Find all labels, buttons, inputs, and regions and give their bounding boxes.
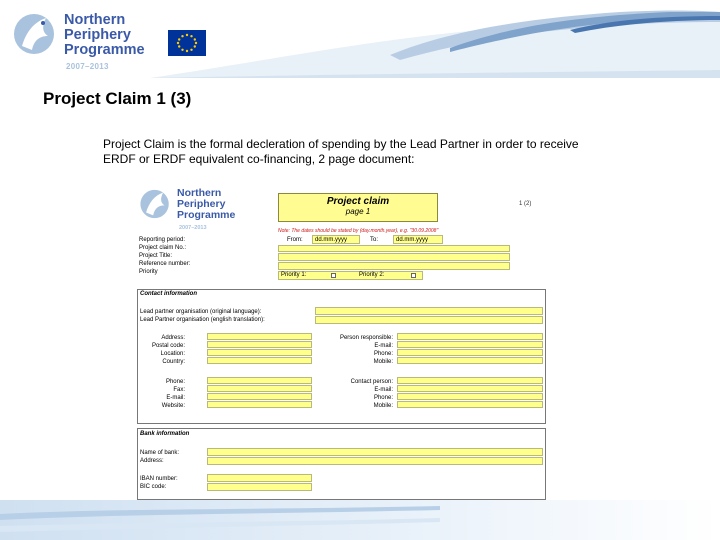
project-claim-no-field[interactable] xyxy=(278,245,510,252)
reference-number-label: Reference number: xyxy=(139,261,191,267)
programme-logo xyxy=(12,10,147,74)
intro-text: Project Claim is the formal decleration of spending by the Lead Partner in order to receive ERDF or ERDF equivalent co-financing, 2 page document: xyxy=(103,137,579,166)
person-responsible-field[interactable] xyxy=(397,333,543,340)
date-note: Note: The dates should be stated by (day.month.year), e.g. "30.09.2008" xyxy=(278,228,439,234)
priority-label: Priority xyxy=(139,269,158,275)
contact-mobile-label: Mobile: xyxy=(373,403,393,409)
from-date-field[interactable] xyxy=(312,235,360,244)
bank-info-title: Bank information xyxy=(140,431,190,437)
contact-person-field[interactable] xyxy=(397,377,543,384)
person-email-field[interactable] xyxy=(397,341,543,348)
from-date-value: dd.mm.yyyy xyxy=(315,237,348,243)
person-mobile-label: Mobile: xyxy=(373,359,393,365)
form-logo-line3: Programme xyxy=(177,209,236,221)
contact-info-title: Contact information xyxy=(140,291,197,297)
to-label: To: xyxy=(370,237,379,243)
location-label: Location: xyxy=(160,351,185,357)
person-responsible-label: Person responsible: xyxy=(339,335,393,341)
lp-org-original-label: Lead partner organisation (original language): xyxy=(140,309,262,315)
bic-label: BIC code: xyxy=(140,484,167,490)
logo-line1: Northern xyxy=(64,12,126,28)
bird-logo-icon xyxy=(12,10,60,58)
website-label: Website: xyxy=(161,403,185,409)
project-title-label: Project Title: xyxy=(139,253,173,259)
bottom-decorative-strip xyxy=(0,500,720,540)
bank-address-label: Address: xyxy=(140,458,164,464)
priority1-label: Priority 1: xyxy=(281,272,307,278)
bank-name-label: Name of bank: xyxy=(140,450,180,456)
country-label: Country: xyxy=(162,359,185,365)
form-logo-line1: Northern xyxy=(177,187,222,199)
address-field[interactable] xyxy=(207,333,312,340)
contact-person-label: Contact person: xyxy=(350,379,393,385)
logo-years: 2007–2013 xyxy=(66,62,109,71)
country-field[interactable] xyxy=(207,357,312,364)
to-date-field[interactable] xyxy=(393,235,443,244)
fax-label: Fax: xyxy=(173,387,185,393)
lp-org-english-label: Lead Partner organisation (english translation): xyxy=(140,317,265,323)
priority2-checkbox[interactable] xyxy=(411,273,416,278)
postal-code-field[interactable] xyxy=(207,341,312,348)
priority1-checkbox[interactable] xyxy=(331,273,336,278)
form-logo xyxy=(139,185,249,233)
contact-email-label: E-mail: xyxy=(374,387,393,393)
form-bird-logo-icon xyxy=(139,187,173,221)
phone-label: Phone: xyxy=(165,379,185,385)
logo-line3: Programme xyxy=(64,42,145,58)
iban-label: IBAN number: xyxy=(140,476,178,482)
phone-field[interactable] xyxy=(207,377,312,384)
website-field[interactable] xyxy=(207,401,312,408)
from-label: From: xyxy=(287,237,303,243)
lp-org-english-field[interactable] xyxy=(315,316,543,324)
contact-phone-field[interactable] xyxy=(397,393,543,400)
postal-code-label: Postal code: xyxy=(151,343,185,349)
project-claim-no-label: Project claim No.: xyxy=(139,245,187,251)
iban-field[interactable] xyxy=(207,474,312,482)
priority2-label: Priority 2: xyxy=(359,272,385,278)
bank-address-field[interactable] xyxy=(207,457,543,465)
person-phone-label: Phone: xyxy=(373,351,393,357)
person-phone-field[interactable] xyxy=(397,349,543,356)
address-label: Address: xyxy=(161,335,185,341)
reference-number-field[interactable] xyxy=(278,262,510,270)
reporting-period-label: Reporting period: xyxy=(139,237,186,243)
to-date-value: dd.mm.yyyy xyxy=(396,237,429,243)
contact-phone-label: Phone: xyxy=(373,395,393,401)
contact-email-field[interactable] xyxy=(397,385,543,392)
fax-field[interactable] xyxy=(207,385,312,392)
contact-mobile-field[interactable] xyxy=(397,401,543,408)
page-count: 1 (2) xyxy=(519,201,532,207)
email-label: E-mail: xyxy=(166,395,185,401)
location-field[interactable] xyxy=(207,349,312,356)
eu-flag-icon xyxy=(168,30,206,56)
form-logo-line2: Periphery xyxy=(177,198,226,210)
bank-name-field[interactable] xyxy=(207,448,543,456)
person-email-label: E-mail: xyxy=(374,343,393,349)
claim-page: page 1 xyxy=(345,207,371,216)
claim-title: Project claim xyxy=(326,196,390,207)
slide-title: Project Claim 1 (3) xyxy=(43,89,192,108)
email-field[interactable] xyxy=(207,393,312,400)
bic-field[interactable] xyxy=(207,483,312,491)
person-mobile-field[interactable] xyxy=(397,357,543,364)
lp-org-original-field[interactable] xyxy=(315,307,543,315)
header-banner xyxy=(0,0,720,78)
form-logo-years: 2007–2013 xyxy=(179,225,207,231)
logo-line2: Periphery xyxy=(64,27,131,43)
decorative-wave-graphic xyxy=(150,0,720,78)
project-title-field[interactable] xyxy=(278,253,510,261)
claim-title-box xyxy=(278,193,438,222)
project-claim-form xyxy=(135,180,555,505)
